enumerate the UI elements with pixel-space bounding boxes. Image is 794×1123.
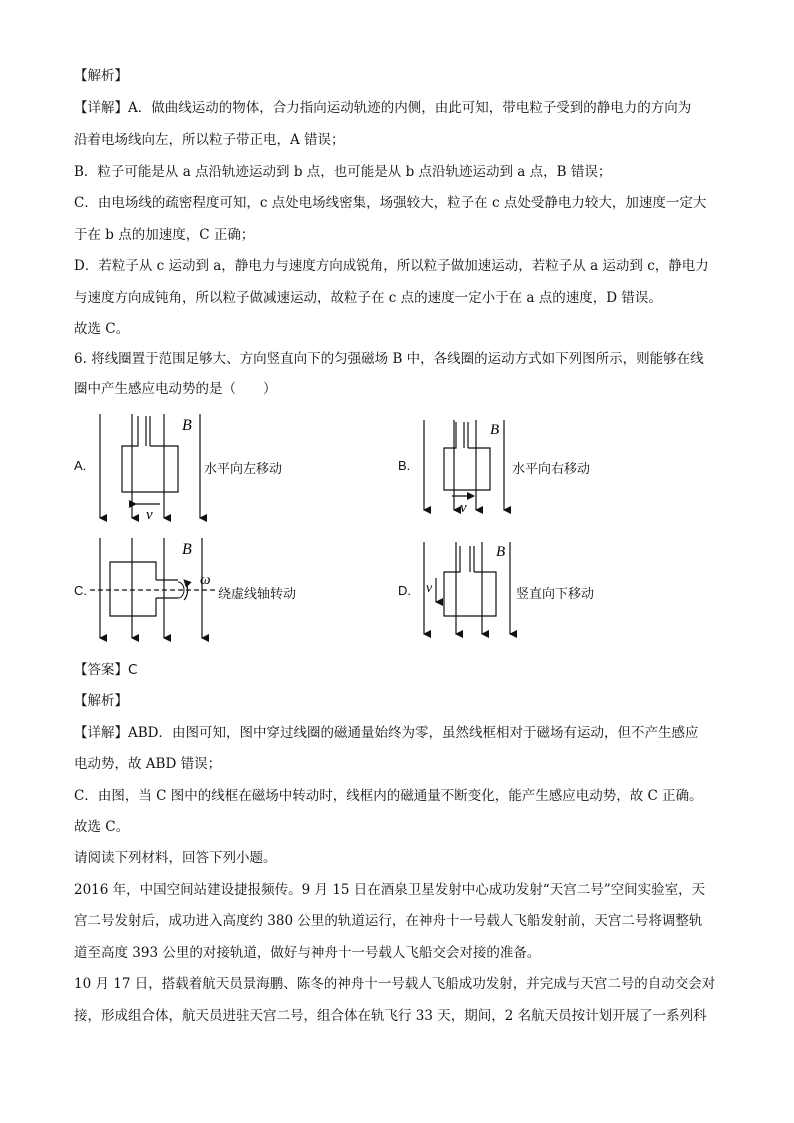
text-line: 2016 年，中国空间站建设捷报频传。9 月 15 日在酒泉卫星发射中心成功发射“天宫二号”空间实验室，天 xyxy=(74,882,706,898)
option-c-label: C. xyxy=(74,583,87,598)
analysis-heading-2: 【解析】 xyxy=(74,693,128,709)
caption-a: 水平向左移动 xyxy=(204,461,283,476)
field-b-label: B xyxy=(496,544,506,560)
text-line: 沿着电场线向左，所以粒子带正电，A 错误； xyxy=(74,132,345,148)
text-line: 故选 C。 xyxy=(74,819,130,835)
text-line: 接，形成组合体，航天员进驻天宫二号，组合体在轨飞行 33 天，期间，2 名航天员按计划开展了一系列科 xyxy=(74,1008,707,1024)
text-line: C．由电场线的疏密程度可知，c 点处电场线密集，场强较大，粒子在 c 点处受静电力较大，加速度一定大 xyxy=(74,195,707,211)
text-line: 【详解】ABD．由图可知，图中穿过线圈的磁通量始终为零，虽然线框相对于磁场有运动，但不产生感应 xyxy=(74,725,699,741)
text-line: 于在 b 点的加速度，C 正确； xyxy=(74,227,255,243)
question-stem: 圈中产生感应电动势的是（ ） xyxy=(74,381,277,397)
text-line: 电动势，故 ABD 错误； xyxy=(74,756,222,772)
field-b-label: B xyxy=(490,422,500,438)
option-a-label: A. xyxy=(74,458,87,473)
omega-label: ω xyxy=(200,572,211,588)
answer-line: 【答案】C xyxy=(74,662,138,678)
velocity-label: v xyxy=(426,581,433,596)
velocity-label: v xyxy=(146,507,153,523)
option-d-label: D. xyxy=(398,583,411,598)
text-line: 道至高度 393 公里的对接轨道，做好与神舟十一号载人飞船交会对接的准备。 xyxy=(74,945,541,961)
text-line: C．由图，当 C 图中的线框在磁场中转动时，线框内的磁通量不断变化，能产生感应电动势，故 C 正确。 xyxy=(74,788,703,804)
text-line: B．粒子可能是从 a 点沿轨迹运动到 b 点，也可能是从 b 点沿轨迹运动到 a 点，B 错误； xyxy=(74,164,612,180)
figure-b xyxy=(414,418,514,518)
option-b-label: B. xyxy=(398,458,411,473)
caption-b: 水平向右移动 xyxy=(512,461,591,476)
text-line: 请阅读下列材料，回答下列小题。 xyxy=(74,850,277,866)
field-b-label: B xyxy=(182,417,192,434)
field-b-label: B xyxy=(182,541,192,558)
text-line: 故选 C。 xyxy=(74,321,130,337)
text-line: 【详解】A．做曲线运动的物体，合力指向运动轨迹的内侧，由此可知，带电粒子受到的静电力的方向为 xyxy=(74,100,692,116)
caption-c: 绕虚线轴转动 xyxy=(218,586,297,601)
velocity-label: v xyxy=(460,500,467,516)
text-line: 与速度方向成钝角，所以粒子做减速运动，故粒子在 c 点的速度一定小于在 a 点的速度，D 错误。 xyxy=(74,290,662,306)
question-stem: 6. 将线圈置于范围足够大、方向竖直向下的匀强磁场 B 中，各线圈的运动方式如下列图所示，则能够在线 xyxy=(74,351,704,367)
text-line: 10 月 17 日，搭载着航天员景海鹏、陈冬的神舟十一号载人飞船成功发射，并完成与天宫二号的自动交会对 xyxy=(74,976,716,992)
analysis-heading-1: 【解析】 xyxy=(74,68,128,84)
caption-d: 竖直向下移动 xyxy=(516,586,595,601)
text-line: 宫二号发射后，成功进入高度约 380 公里的轨道运行，在神舟十一号载人飞船发射前，天宫二号将调整轨 xyxy=(74,913,703,929)
figure-d xyxy=(414,540,519,640)
text-line: D．若粒子从 c 运动到 a，静电力与速度方向成锐角，所以粒子做加速运动，若粒子从 a 运动到 c，静电力 xyxy=(74,258,709,274)
figure-c xyxy=(90,536,220,644)
